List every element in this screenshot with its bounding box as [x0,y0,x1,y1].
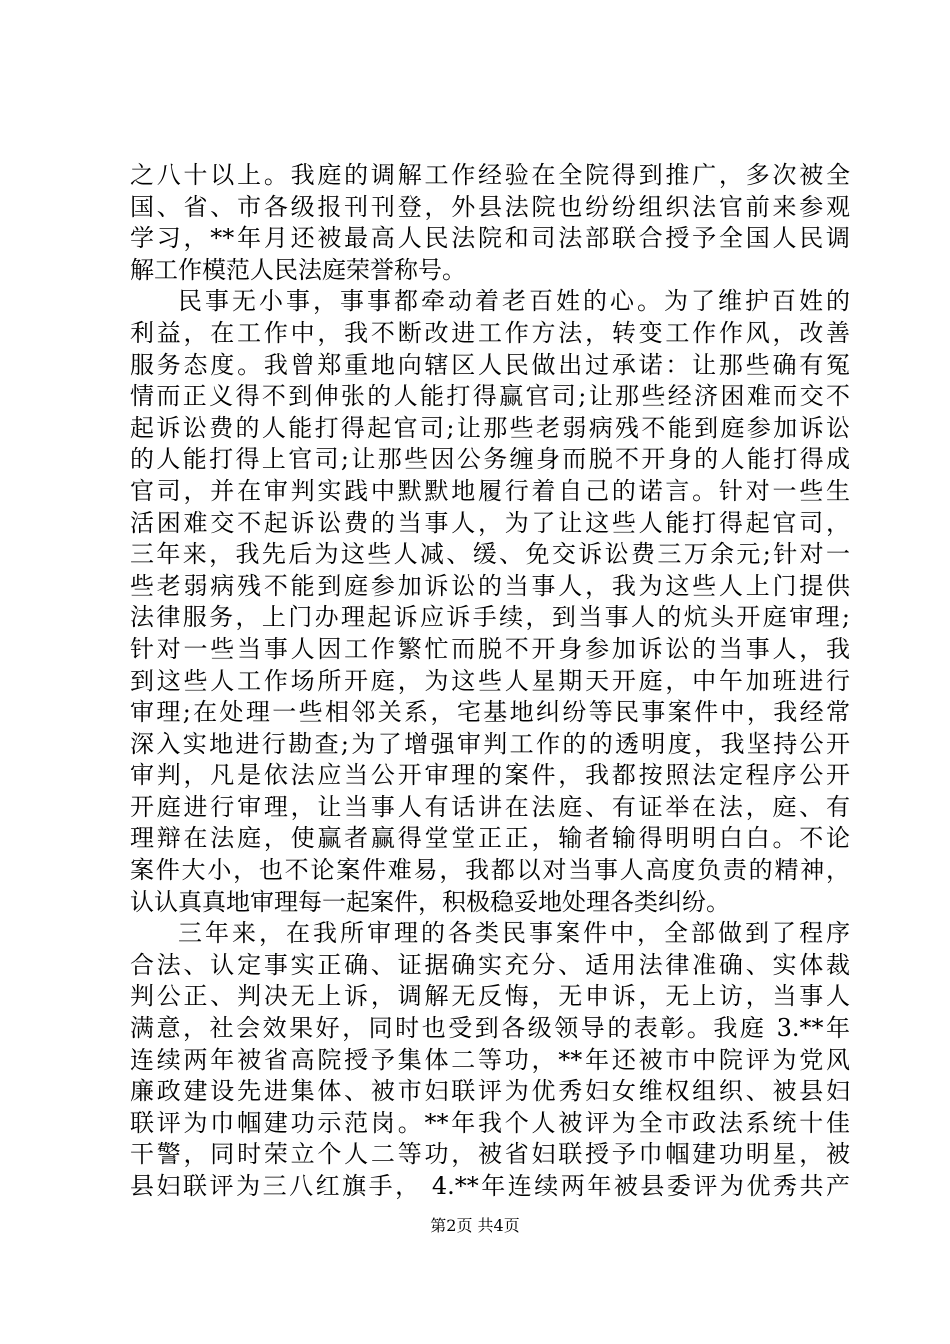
paragraph-line: 针对一些当事人因工作繁忙而脱不开身参加诉讼的当事人，我 [130,634,850,663]
paragraph-line: 情而正义得不到伸张的人能打得赢官司;让那些经济困难而交不 [130,382,850,411]
paragraph-line: 服务态度。我曾郑重地向辖区人民做出过承诺：让那些确有冤 [130,350,850,379]
paragraph-line: 开庭进行审理，让当事人有话讲在法庭、有证举在法，庭、有 [130,792,850,821]
paragraph-line: 之八十以上。我庭的调解工作经验在全院得到推广，多次被全 [130,161,850,189]
paragraph-line: 审判，凡是依法应当公开审理的案件，我都按照法定程序公开 [130,761,850,790]
paragraph-line: 理辩在法庭，使赢者赢得堂堂正正，输者输得明明白白。不论 [130,824,850,853]
paragraph-line: 法律服务，上门办理起诉应诉手续，到当事人的炕头开庭审理; [130,603,850,632]
paragraph-line: 案件大小，也不论案件难易，我都以对当事人高度负责的精神， [130,856,850,885]
paragraph-line: 审理;在处理一些相邻关系，宅基地纠纷等民事案件中，我经常 [130,698,850,727]
paragraph-line: 判公正、判决无上诉，调解无反悔，无申诉，无上访，当事人 [130,982,850,1011]
paragraph-line: 三年来，在我所审理的各类民事案件中，全部做到了程序 [178,919,850,948]
paragraph-line: 官司，并在审判实践中默默地履行着自己的诺言。针对一些生 [130,476,850,505]
paragraph-line: 联评为巾帼建功示范岗。**年我个人被评为全市政法系统十佳 [130,1108,850,1137]
paragraph-line: 认认真真地审理每一起案件，积极稳妥地处理各类纠纷。 [130,887,730,916]
paragraph-line: 到这些人工作场所开庭，为这些人星期天开庭，中午加班进行 [130,666,850,695]
paragraph-line: 县妇联评为三八红旗手， 4.**年连续两年被县委评为优秀共产 [130,1172,850,1200]
paragraph-line: 合法、认定事实正确、证据确实充分、适用法律准确、实体裁 [130,950,850,979]
paragraph-line: 的人能打得上官司;让那些因公务缠身而脱不开身的人能打得成 [130,445,850,474]
paragraph-line: 国、省、市各级报刊刊登，外县法院也纷纷组织法官前来参观 [130,192,850,221]
paragraph-line: 些老弱病残不能到庭参加诉讼的当事人，我为这些人上门提供 [130,571,850,600]
paragraph-line: 三年来，我先后为这些人减、缓、免交诉讼费三万余元;针对一 [130,540,850,569]
paragraph-line: 廉政建设先进集体、被市妇联评为优秀妇女维权组织、被县妇 [130,1077,850,1106]
paragraph-line: 民事无小事，事事都牵动着老百姓的心。为了维护百姓的 [178,287,850,316]
page-number-footer: 第2页 共4页 [430,1216,520,1235]
paragraph-line: 连续两年被省高院授予集体二等功，**年还被市中院评为党风 [130,1045,850,1074]
paragraph-line: 干警，同时荣立个人二等功，被省妇联授予巾帼建功明星，被 [130,1140,850,1169]
paragraph-line: 活困难交不起诉讼费的当事人，为了让这些人能打得起官司， [130,508,850,537]
body-text [130,160,850,1203]
paragraph-line: 利益，在工作中，我不断改进工作方法，转变工作作风，改善 [130,318,850,347]
paragraph-line: 解工作模范人民法庭荣誉称号。 [130,255,466,284]
paragraph-line: 起诉讼费的人能打得起官司;让那些老弱病残不能到庭参加诉讼 [130,413,850,442]
paragraph-line: 满意，社会效果好，同时也受到各级领导的表彰。我庭 3.**年 [130,1014,850,1043]
paragraph-line: 深入实地进行勘查;为了增强审判工作的的透明度，我坚持公开 [130,729,850,758]
paragraph-line: 学习，**年月还被最高人民法院和司法部联合授予全国人民调 [130,224,850,253]
